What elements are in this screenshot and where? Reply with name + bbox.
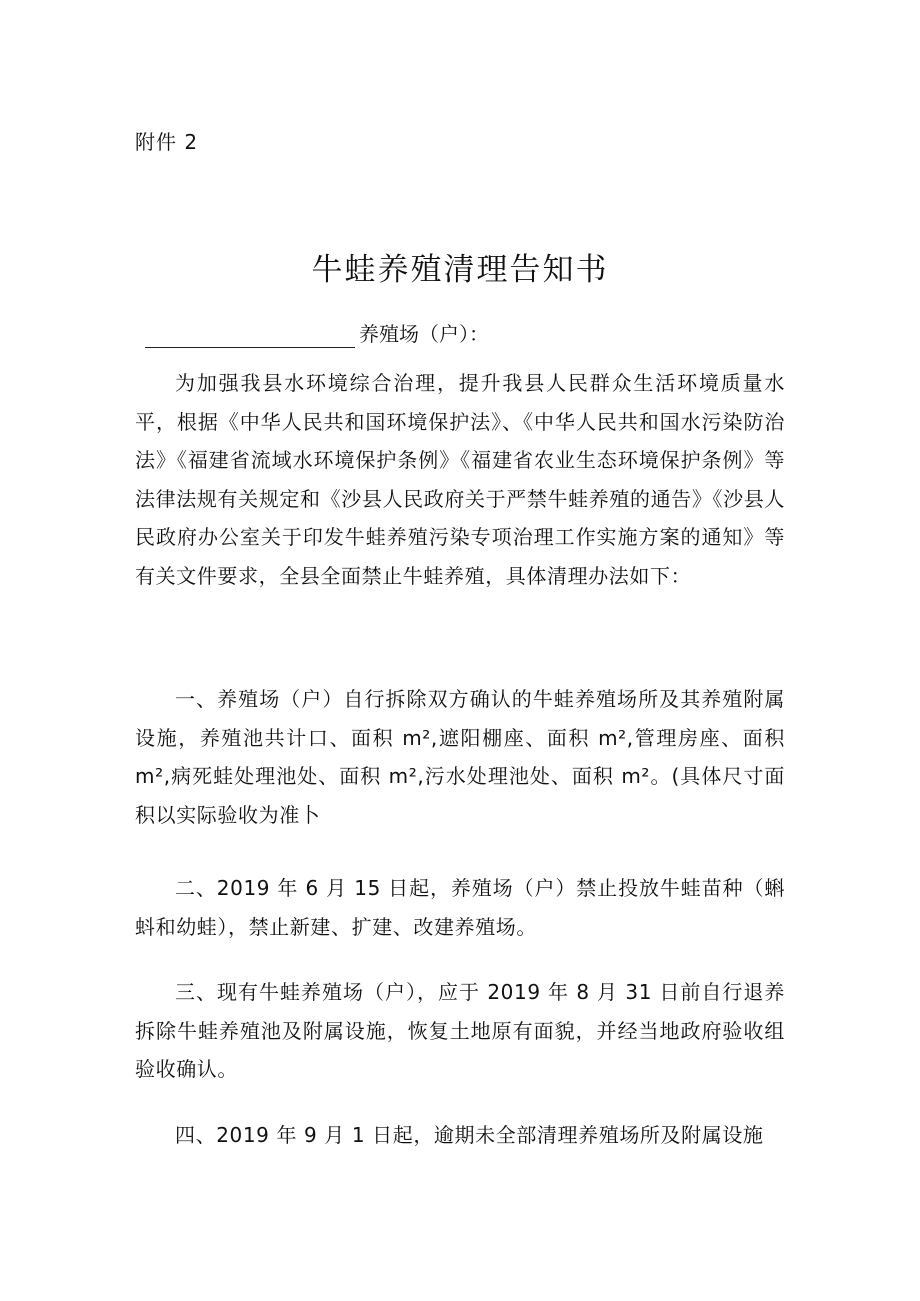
item-3-paragraph: 三、现有牛蛙养殖场（户），应于 2019 年 8 月 31 日前自行退养拆除牛蛙养殖池及附属设施，恢复土地原有面貌，并经当地政府验收组验收确认。 xyxy=(135,980,785,1081)
addressee-suffix: 养殖场（户）： xyxy=(359,322,489,346)
item-2-paragraph: 二、2019 年 6 月 15 日起，养殖场（户）禁止投放牛蛙苗种（蝌蚪和幼蛙），禁止新建、扩建、改建养殖场。 xyxy=(135,876,785,939)
addressee-blank-line xyxy=(145,325,355,348)
item-4-paragraph: 四、2019 年 9 月 1 日起，逾期未全部清理养殖场所及附属设施 xyxy=(175,1123,764,1147)
item-1-paragraph: 一、养殖场（户）自行拆除双方确认的牛蛙养殖场所及其养殖附属设施，养殖池共计口、面积 m²,遮阳棚座、面积 m²,管理房座、面积 m²,病死蛙处理池处、面积 m²,污水处理池处、面积 m²。(具体尺寸面积以实际验收为准卜 xyxy=(135,687,785,827)
document-title: 牛蛙养殖清理告知书 xyxy=(311,252,609,288)
intro-paragraph: 为加强我县水环境综合治理，提升我县人民群众生活环境质量水平，根据《中华人民共和国环境保护法》、《中华人民共和国水污染防治法》《福建省流域水环境保护条例》《福建省农业生态环境保护条例》等法律法规有关规定和《沙县人民政府关于严禁牛蛙养殖的通告》《沙县人民政府办公室关于印发牛蛙养殖污染专项治理工作实施方案的通知》等有关文件要求，全县全面禁止牛蛙养殖，具体清理办法如下： xyxy=(135,371,785,588)
addressee-line xyxy=(145,318,489,348)
attachment-label: 附件 2 xyxy=(135,130,199,154)
